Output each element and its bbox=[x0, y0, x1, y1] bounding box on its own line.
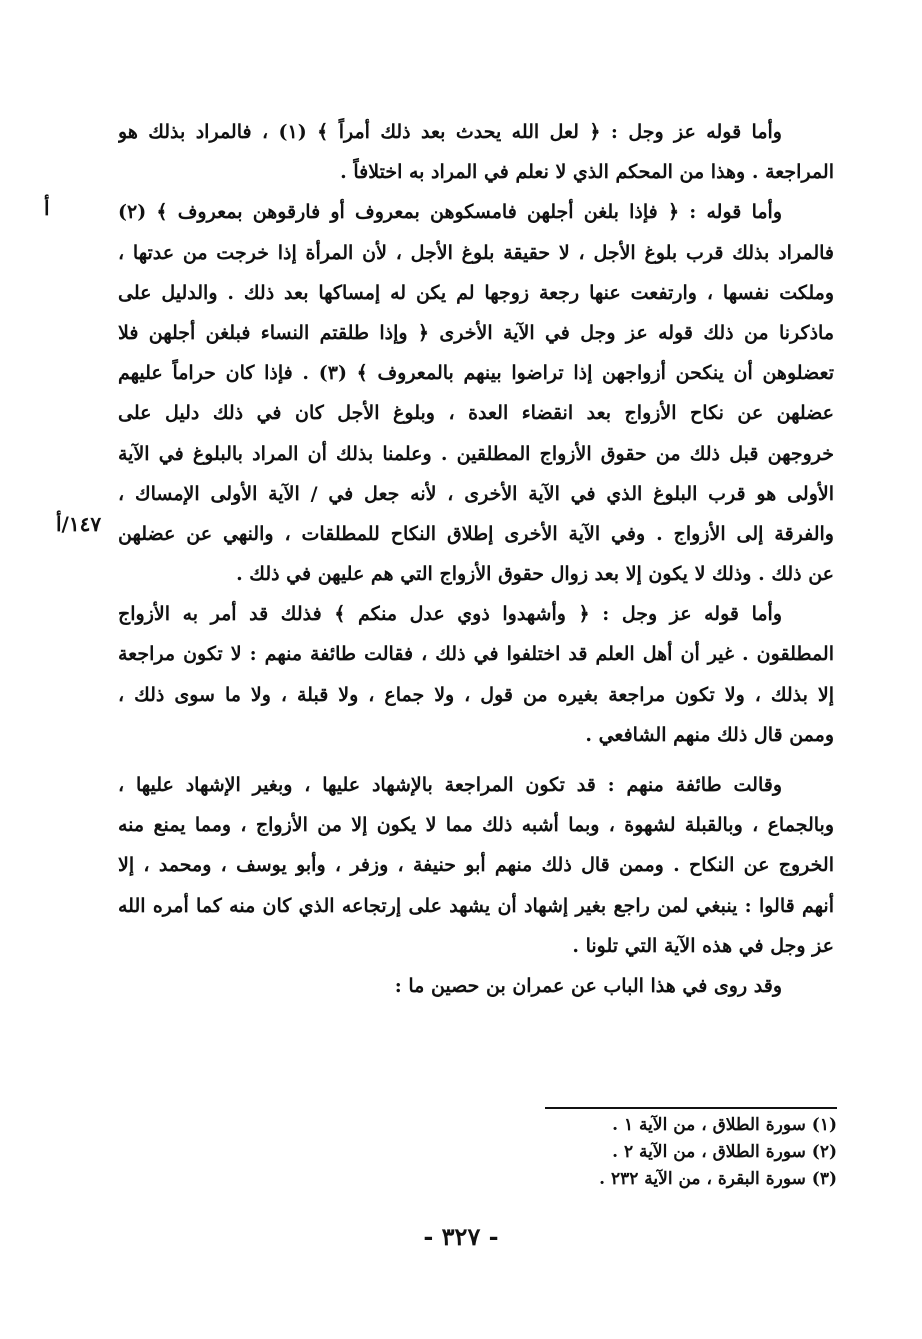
text-line: وممن قال ذلك منهم الشافعي . bbox=[585, 723, 834, 746]
text-line: الخروج عن النكاح . وممن قال ذلك منهم أبو حنيفة ، وزفر ، وأبو يوسف ، ومحمد ، إلا bbox=[118, 854, 834, 877]
text-line: وملكت نفسها ، وارتفعت عنها رجعة زوجها لم يكن له إمساكها بعد ذلك . والدليل على bbox=[118, 281, 834, 304]
text-line: فالمراد بذلك قرب بلوغ الأجل ، لا حقيقة بلوغ الأجل ، لأن المرأة إذا خرجت من عدتها ، bbox=[118, 241, 834, 264]
text-line: ماذكرنا من ذلك قوله عز وجل في الآية الأخرى ﴿ وإذا طلقتم النساء فبلغن أجلهن فلا bbox=[118, 321, 834, 344]
folio-marker: ١٤٧/أ bbox=[56, 512, 102, 536]
text-line: عز وجل في هذه الآية التي تلونا . bbox=[572, 934, 834, 957]
text-line: عن ذلك . وذلك لا يكون إلا بعد زوال حقوق الأزواج التي هم عليهن في ذلك . bbox=[236, 563, 834, 586]
text-line: وقد روى في هذا الباب عن عمران بن حصين ما : bbox=[394, 974, 782, 997]
page-number: - ٣٢٧ - bbox=[423, 1222, 499, 1251]
footnote: (١) سورة الطلاق ، من الآية ١ . bbox=[612, 1115, 837, 1135]
text-line: وأما قوله عز وجل : ﴿ لعل الله يحدث بعد ذلك أمراً ﴾ (١) ، فالمراد بذلك هو bbox=[118, 121, 782, 143]
footnote: (٢) سورة الطلاق ، من الآية ٢ . bbox=[612, 1142, 837, 1162]
text-line: المراجعة . وهذا من المحكم الذي لا نعلم في المراد به اختلافاً . bbox=[340, 161, 834, 184]
text-line: أنهم قالوا : ينبغي لمن راجع بغير إشهاد أن يشهد على إرتجاعه الذي كان منه كما أمره الله bbox=[118, 894, 834, 917]
text-line: إلا بذلك ، ولا تكون مراجعة بغيره من قول ، ولا جماع ، ولا قبلة ، ولا ما سوى ذلك ، bbox=[118, 683, 834, 706]
main-text bbox=[118, 112, 834, 1006]
text-line: وقالت طائفة منهم : قد تكون المراجعة بالإشهاد عليها ، وبغير الإشهاد عليها ، bbox=[118, 774, 782, 796]
footnotes bbox=[470, 1112, 837, 1193]
text-line: الأولى هو قرب البلوغ الذي في الآية الأخرى ، لأنه جعل في / الآية الأولى الإمساك ، bbox=[118, 482, 834, 505]
text-line: وبالجماع ، وبالقبلة لشهوة ، وبما أشبه ذلك مما لا يكون إلا من الأزواج ، ومما يمنع منه bbox=[118, 814, 834, 837]
text-line: وأما قوله عز وجل : ﴿ وأشهدوا ذوي عدل منكم ﴾ فذلك قد أمر به الأزواج bbox=[118, 603, 782, 626]
text-line: والفرقة إلى الأزواج . وفي الآية الأخرى إطلاق النكاح للمطلقات ، والنهي عن عضلهن bbox=[118, 522, 834, 545]
text-line: خروجهن قبل ذلك من حقوق الأزواج المطلقين . وعلمنا بذلك أن المراد بالبلوغ في الآية bbox=[118, 442, 834, 465]
text-line: المطلقون . غير أن أهل العلم قد اختلفوا في ذلك ، فقالت طائفة منهم : لا تكون مراجعة bbox=[118, 643, 834, 666]
text-line: عضلهن عن نكاح الأزواج بعد انقضاء العدة ، وبلوغ الأجل كان في ذلك دليل على bbox=[118, 402, 834, 425]
text-line: تعضلوهن أن ينكحن أزواجهن إذا تراضوا بينهم بالمعروف ﴾ (٣) . فإذا كان حراماً عليهم bbox=[118, 362, 834, 385]
margin-marker: أ bbox=[44, 196, 50, 220]
footnote: (٣) سورة البقرة ، من الآية ٢٣٢ . bbox=[599, 1169, 837, 1189]
text-line: وأما قوله : ﴿ فإذا بلغن أجلهن فامسكوهن بمعروف أو فارقوهن بمعروف ﴾ (٢) bbox=[118, 201, 782, 224]
footnote-divider bbox=[545, 1107, 837, 1109]
